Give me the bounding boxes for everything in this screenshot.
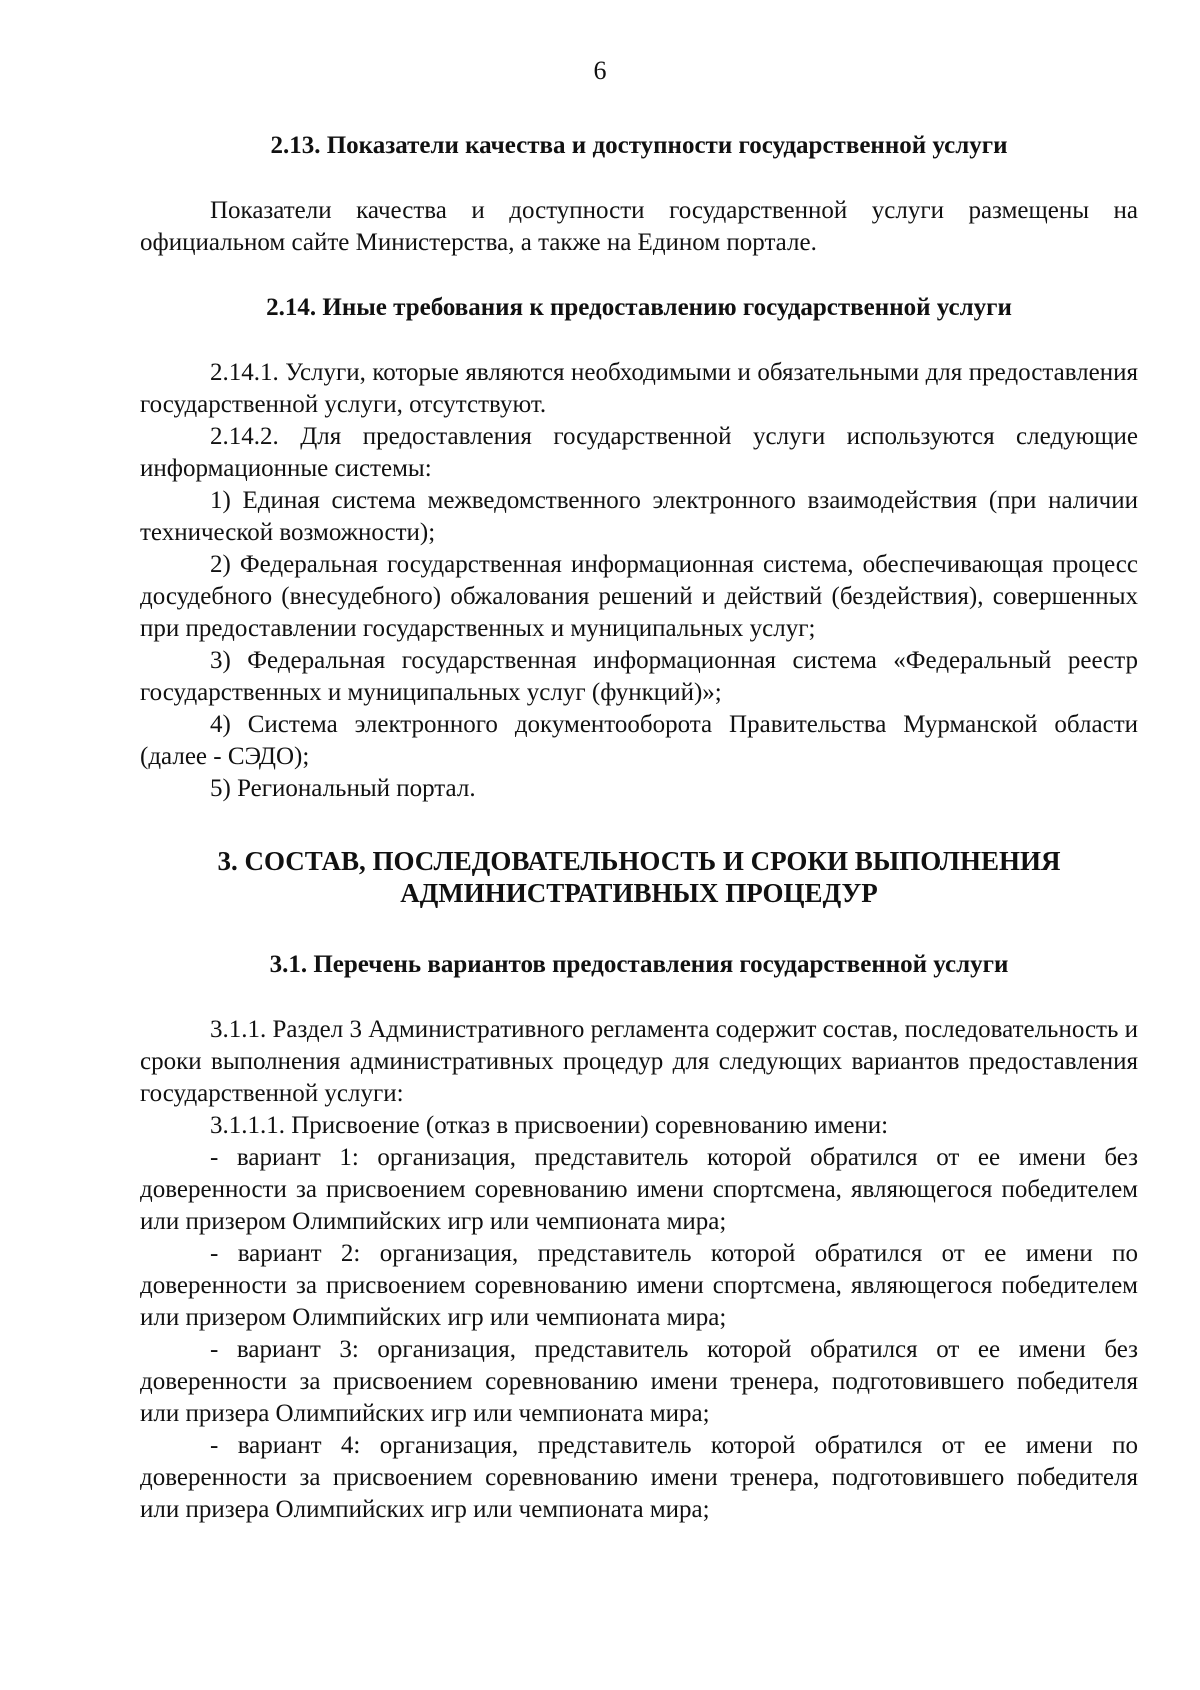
section-2-13-text: Показатели качества и доступности государственной услуги размещены на официальном сайте Министерства, а также на Едином портале. — [140, 197, 1138, 256]
variant-1: - вариант 1: организация, представитель которой обратился от ее имени без доверенности за присвоением соревнованию имени спортсмена, являющегося победителем или призером Олимпийских игр или чемпионата мира; — [140, 1144, 1138, 1235]
variant-4: - вариант 4: организация, представитель которой обратился от ее имени по доверенности за присвоением соревнованию имени тренера, подготовившего победителя или призера Олимпийских игр или чемпионата мира; — [140, 1432, 1138, 1523]
list-item-5: 5) Региональный портал. — [210, 775, 476, 802]
document-body — [140, 130, 1138, 1526]
paragraph-3-1-1: 3.1.1. Раздел 3 Административного регламента содержит состав, последовательность и сроки выполнения административных процедур для следующих вариантов предоставления государственной услуги: — [140, 1016, 1139, 1107]
paragraph-2-14-1: 2.14.1. Услуги, которые являются необходимыми и обязательными для предоставления государственной услуги, отсутствуют. — [140, 359, 1138, 418]
list-item-4: 4) Система электронного документооборота Правительства Мурманской области (далее - СЭДО); — [140, 711, 1138, 770]
list-item-1: 1) Единая система межведомственного электронного взаимодействия (при наличии технической возможности); — [140, 487, 1138, 546]
section-3-heading-line-1: 3. СОСТАВ, ПОСЛЕДОВАТЕЛЬНОСТЬ И СРОКИ ВЫПОЛНЕНИЯ — [217, 846, 1061, 876]
page-number: 6 — [593, 56, 607, 85]
paragraph-3-1-1-1: 3.1.1.1. Присвоение (отказ в присвоении) соревнованию имени: — [210, 1112, 889, 1139]
section-2-13-heading: 2.13. Показатели качества и доступности государственной услуги — [270, 132, 1008, 159]
variant-2: - вариант 2: организация, представитель которой обратился от ее имени по доверенности за присвоением соревнованию имени спортсмена, являющегося победителем или призером Олимпийских игр или чемпионата мира; — [140, 1240, 1138, 1331]
paragraph-2-14-2: 2.14.2. Для предоставления государственной услуги используются следующие информационные системы: — [140, 423, 1138, 482]
list-item-3: 3) Федеральная государственная информационная система «Федеральный реестр государственных и муниципальных услуг (функций)»; — [140, 647, 1138, 706]
list-item-2: 2) Федеральная государственная информационная система, обеспечивающая процесс досудебного (внесудебного) обжалования решений и действий (бездействия), совершенных при предоставлении государственных и муниципальных услуг; — [140, 551, 1138, 642]
variant-3: - вариант 3: организация, представитель которой обратился от ее имени без доверенности за присвоением соревнованию имени тренера, подготовившего победителя или призера Олимпийских игр или чемпионата мира; — [140, 1336, 1138, 1427]
section-3-heading-line-2: АДМИНИСТРАТИВНЫХ ПРОЦЕДУР — [400, 878, 878, 908]
section-3-1-heading: 3.1. Перечень вариантов предоставления государственной услуги — [269, 951, 1009, 978]
section-2-14-heading: 2.14. Иные требования к предоставлению государственной услуги — [266, 294, 1012, 321]
